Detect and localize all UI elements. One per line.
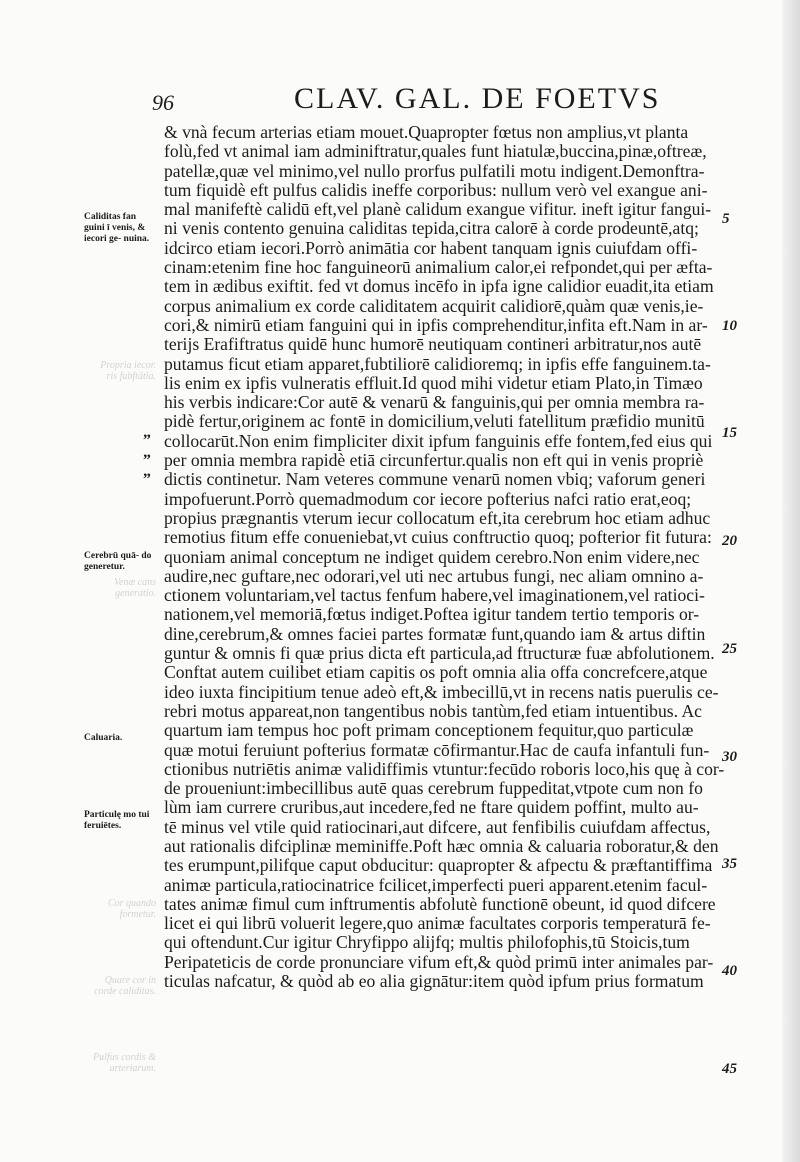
text-line: collocarūt.Non enim fimpliciter dixit ipfum fanguinis effe fontem,fed eius qui [164, 430, 713, 451]
text-line: mal manifeftè calidū eft,vel planè calidum exangue vifitur. ineft igitur fangui- [164, 199, 712, 220]
line-number: 25 [722, 641, 737, 657]
text-line: guntur & omnis fi quæ prius dicta eft particula,ad ftructuræ fuæ abfolutionem. [164, 643, 715, 664]
text-line: aut rationalis difciplinæ meminiffe.Poft hæc omnia & caluaria roboratur,& den [164, 835, 719, 856]
text-line: licet ei qui librū voluerit legere,quo animæ facultates corporis temperaturā fe- [164, 913, 711, 934]
text-line: lis enim ex ipfis vulneratis effluit.Id quod mihi videtur etiam Plato,in Timæo [164, 372, 703, 393]
text-line: quoniam animal conceptum ne indiget quidem cerebro.Non enim videre,nec [164, 546, 700, 567]
line-number: 10 [722, 318, 737, 334]
text-line: tes erumpunt,pilifque caput obducitur: quapropter & afpectu & præftantiffima [164, 855, 713, 876]
text-line: folù,fed vt animal iam adminiftratur,quales funt hiatulæ,buccina,pinæ,oftreæ, [164, 141, 707, 162]
margin-note-caliditas: Caliditas fan guini ī venis, & iecori ge- nuina. [84, 212, 150, 244]
text-line: ni venis contento genuina caliditas tepida,citra calorē à corde prodeuntē,atq; [164, 218, 699, 239]
text-line: dine,cerebrum,& omnes faciei partes formatæ funt,quando iam & artus diftin [164, 623, 706, 644]
text-line: ideo iuxta fincipitium tenue adeò eft,& imbecillū,vt in recens natis puerulis ce- [164, 681, 719, 702]
line-number: 5 [722, 211, 730, 227]
text-line: putamus ficut etiam apparet,fubtiliorē calidioremq; in ipfis effe fanguinem.ta- [164, 353, 711, 374]
text-line: de proueniunt:imbecillibus autē quas cerebrum fuppeditat,vtpote cum non fo [164, 778, 703, 799]
text-line: ctionibus nutriētis animæ validiffimis vtuntur:fecūdo roboris loco,his quę à cor- [164, 758, 725, 779]
text-line: propius prægnantis vterum iecur collocatum eft,ita cerebrum hoc etiam adhuc [164, 507, 711, 528]
text-line: tum fiquidè eft pulfus calidis ineffe corporibus: nullum verò vel exangue ani- [164, 179, 708, 200]
text-line: tem in ædibus exiftit. fed vt domus incēfo in ipfa igne calidior euadit,ita etiam [164, 276, 714, 297]
quotation-mark: „ [143, 424, 151, 441]
text-line: lùm iam currere cruribus,aut incedere,fed ne ftare quidem poffint, multo au- [164, 797, 699, 818]
margin-note-particulae: Particulę mo tui feruiētes. [84, 810, 150, 831]
quotation-mark: „ [143, 463, 151, 480]
text-line: patellæ,quæ vel minimo,vel nullo prorfus pulfatili motu indigent.Demonftra- [164, 160, 705, 181]
margin-note-cerebrum: Cerebrū quā- do generetur. [84, 551, 152, 572]
text-line: quartum iam tempus hoc poft primam conceptionem fequitur,quo particulæ [164, 720, 694, 741]
bleed-through-note: Propria iecor. ris fubftātia. [100, 360, 156, 382]
bleed-through-note: Pulfus cordis & arteriarum. [93, 1052, 156, 1074]
page-header [0, 82, 800, 122]
text-line: dictis continetur. Nam veteres commune venarū nomen vbiq; vaforum generi [164, 469, 706, 490]
text-line: qui oftendunt.Cur igitur Chryfippo alijfq; multis philofophis,tū Stoicis,tum [164, 932, 690, 953]
text-line: & vnà fecum arterias etiam mouet.Quapropter fœtus non amplius,vt planta [164, 122, 689, 142]
bleed-through-note: Quare cor in corde caliditas. [94, 975, 156, 997]
text-line: audire,nec guftare,nec odorari,vel uti nec artubus fungi, nec aliam omnino a- [164, 565, 704, 586]
line-number: 30 [722, 749, 737, 765]
text-line: idcirco etiam iecori.Porrò animātia cor habent tanquam ignis cuiufdam offi- [164, 237, 698, 258]
text-line: his verbis indicare:Cor autē & venarū & fanguinis,qui per omnia membra ra- [164, 392, 705, 413]
page-edge-shadow [782, 0, 800, 1162]
text-line: ticulas nafcatur, & quòd ab eo alia gignātur:item quòd ipfum prius formatum [164, 971, 704, 992]
text-line: nationem,vel memoriā,fœtus indiget.Poftea igitur tandem tertio temporis or- [164, 604, 700, 625]
text-line: remotius fitum effe conueniebat,vt cuius conftructio quoq; pofterior fit futura: [164, 527, 712, 548]
line-number: 45 [722, 1061, 737, 1077]
text-line: cinam:etenim fine hoc fanguineorū animalium calor,ei refpondet,qui per æfta- [164, 257, 713, 278]
text-line: pidè fertur,originem ac fontē in domicilium,veluti fatellitum præfidio munitū [164, 411, 705, 432]
text-line: tates animæ fimul cum inftrumentis abfolutè functionē obeunt, id quod difcere [164, 893, 716, 914]
bleed-through-note: Venæ cans generatio. [114, 577, 156, 599]
body-text [164, 123, 724, 991]
text-line: terijs Erafiftratus quidē hunc humorē neutiquam contineri arbitratur,nos autē [164, 334, 702, 355]
line-number: 40 [722, 963, 737, 979]
margin-note-caluaria: Caluaria. [84, 733, 123, 743]
text-line: Conftat autem cuilibet etiam capitis os poft omnia alia offa concrefcere,atque [164, 662, 708, 683]
line-number: 20 [722, 533, 737, 549]
line-number: 15 [722, 425, 737, 441]
quotation-mark: „ [143, 444, 151, 461]
text-line: corpus animalium ex corde caliditatem acquirit calidiorē,quàm quæ venis,ie- [164, 295, 704, 316]
bleed-through-note: Cor quando formetur. [107, 898, 156, 920]
text-line: tē minus vel vtile quid ratiocinari,aut difcere, aut fenfibilis cuiufdam affectus, [164, 816, 711, 837]
text-line: animæ particula,ratiocinatrice fcilicet,imperfecti pueri apparent.etenim facul- [164, 874, 708, 895]
text-line: rebri motus appareat,non tangentibus nobis tantùm,fed etiam intuentibus. Ac [164, 700, 702, 721]
running-title: CLAV. GAL. DE FOETVS [294, 82, 661, 115]
text-line: Peripateticis de corde pronunciare vifum eft,& quòd primū inter animales par- [164, 951, 714, 972]
text-line: per omnia membra rapidè etiā circunfertur.qualis non eft qui in venis propriè [164, 450, 704, 471]
text-line: impofuerunt.Porrò quemadmodum cor iecore pofterius nafci ratio erat,eoq; [164, 488, 692, 509]
text-line: cori,& nimirū etiam fanguini qui in ipfis comprehenditur,infita eft.Nam in ar- [164, 314, 708, 335]
page-number: 96 [152, 90, 174, 115]
text-line: ctionem voluntariam,vel tactus fenfum habere,vel imaginationem,vel ratioci- [164, 585, 705, 606]
line-number: 35 [722, 856, 737, 872]
text-line: quæ motui feruiunt pofterius formatæ cōfirmantur.Hac de caufa infantuli fun- [164, 739, 710, 760]
